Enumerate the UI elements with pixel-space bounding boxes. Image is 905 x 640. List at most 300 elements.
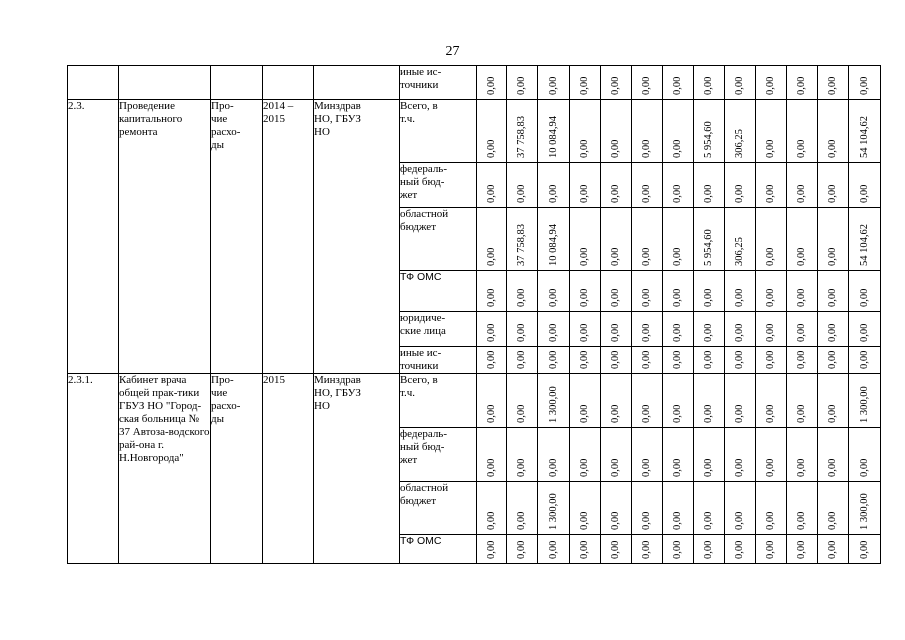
value-text: 0,00	[827, 540, 838, 559]
funding-source-cell: юридиче- ские лица	[400, 312, 477, 347]
value-text: 0,00	[796, 139, 807, 158]
value-text: 0,00	[610, 350, 621, 369]
value-cell	[725, 312, 756, 347]
value-text: 0,00	[703, 323, 714, 342]
item-name-cell: Проведение капитального ремонта	[119, 100, 211, 374]
value-cell	[694, 482, 725, 535]
value-text: 0,00	[765, 350, 776, 369]
value-text: 0,00	[610, 288, 621, 307]
value-text: 0,00	[516, 323, 527, 342]
value-text: 0,00	[858, 540, 870, 559]
value-text: 0,00	[516, 540, 527, 559]
value-cell	[787, 428, 818, 482]
value-cell	[477, 482, 507, 535]
value-cell	[632, 428, 663, 482]
value-cell	[507, 163, 538, 208]
value-cell	[818, 66, 849, 100]
value-cell	[756, 482, 787, 535]
item-number-cell: 2.3.	[68, 100, 119, 374]
value-cell	[601, 66, 632, 100]
value-text: 1 300,00	[547, 386, 559, 423]
value-text: 0,00	[796, 323, 807, 342]
table-row	[68, 100, 881, 163]
value-text: 54 104,62	[858, 224, 870, 266]
value-cell	[694, 347, 725, 374]
value-cell	[694, 208, 725, 271]
value-text: 0,00	[610, 323, 621, 342]
value-text: 0,00	[672, 511, 683, 530]
value-text: 0,00	[516, 288, 527, 307]
value-text: 0,00	[703, 458, 714, 477]
value-text: 0,00	[672, 540, 683, 559]
value-cell	[818, 312, 849, 347]
value-cell	[507, 100, 538, 163]
value-cell	[477, 66, 507, 100]
value-text: 0,00	[516, 76, 527, 95]
value-text: 0,00	[485, 404, 497, 423]
value-text: 0,00	[796, 76, 807, 95]
value-text: 0,00	[734, 458, 745, 477]
value-cell	[632, 66, 663, 100]
value-cell	[725, 66, 756, 100]
value-text: 0,00	[734, 540, 745, 559]
value-cell	[787, 163, 818, 208]
period-cell	[263, 66, 314, 100]
value-text: 0,00	[827, 458, 838, 477]
value-cell	[507, 482, 538, 535]
value-text: 0,00	[734, 288, 745, 307]
value-cell	[632, 163, 663, 208]
value-text: 0,00	[610, 458, 621, 477]
value-cell	[570, 482, 601, 535]
value-cell	[725, 374, 756, 428]
value-text: 0,00	[485, 288, 497, 307]
value-text: 0,00	[765, 323, 776, 342]
value-text: 0,00	[765, 76, 776, 95]
value-cell	[756, 374, 787, 428]
value-cell	[570, 66, 601, 100]
value-cell	[601, 347, 632, 374]
value-text: 0,00	[703, 184, 714, 203]
value-cell	[477, 428, 507, 482]
value-text: 0,00	[827, 76, 838, 95]
value-text: 0,00	[547, 76, 559, 95]
value-cell	[849, 312, 881, 347]
value-text: 5 954,60	[703, 229, 714, 266]
value-text: 0,00	[579, 288, 590, 307]
value-text: 0,00	[858, 288, 870, 307]
value-text: 0,00	[516, 350, 527, 369]
value-cell	[787, 535, 818, 564]
expense-type-cell	[211, 66, 263, 100]
value-text: 0,00	[610, 540, 621, 559]
value-cell	[663, 312, 694, 347]
value-cell	[818, 428, 849, 482]
value-text: 306,25	[734, 237, 745, 266]
value-text: 0,00	[672, 404, 683, 423]
value-cell	[538, 374, 570, 428]
value-text: 0,00	[579, 247, 590, 266]
executor-cell: Минздрав НО, ГБУЗ НО	[314, 100, 400, 374]
value-text: 0,00	[796, 350, 807, 369]
value-cell	[507, 208, 538, 271]
value-cell	[849, 66, 881, 100]
value-cell	[570, 535, 601, 564]
value-cell	[818, 163, 849, 208]
value-cell	[787, 374, 818, 428]
value-cell	[538, 347, 570, 374]
value-text: 0,00	[703, 540, 714, 559]
value-text: 0,00	[610, 76, 621, 95]
value-text: 10 084,94	[547, 224, 559, 266]
value-cell	[756, 66, 787, 100]
value-text: 0,00	[641, 350, 652, 369]
value-cell	[507, 312, 538, 347]
value-cell	[663, 100, 694, 163]
value-text: 0,00	[734, 350, 745, 369]
value-cell	[601, 163, 632, 208]
value-cell	[725, 347, 756, 374]
value-cell	[507, 374, 538, 428]
value-text: 0,00	[796, 511, 807, 530]
value-text: 0,00	[579, 350, 590, 369]
value-cell	[601, 100, 632, 163]
value-cell	[632, 271, 663, 312]
value-text: 0,00	[485, 247, 497, 266]
value-cell	[507, 535, 538, 564]
funding-source-cell: Всего, в т.ч.	[400, 100, 477, 163]
value-text: 0,00	[796, 184, 807, 203]
value-text: 0,00	[827, 184, 838, 203]
value-cell	[818, 208, 849, 271]
value-cell	[818, 347, 849, 374]
value-cell	[570, 312, 601, 347]
value-text: 0,00	[579, 139, 590, 158]
value-text: 0,00	[641, 76, 652, 95]
value-cell	[570, 208, 601, 271]
value-text: 0,00	[485, 323, 497, 342]
value-text: 0,00	[703, 511, 714, 530]
value-text: 0,00	[485, 458, 497, 477]
value-cell	[477, 535, 507, 564]
value-cell	[507, 66, 538, 100]
value-cell	[787, 312, 818, 347]
value-cell	[570, 271, 601, 312]
value-cell	[694, 374, 725, 428]
period-cell: 2014 – 2015	[263, 100, 314, 374]
value-text: 0,00	[672, 184, 683, 203]
table-row	[68, 66, 881, 100]
value-text: 0,00	[485, 139, 497, 158]
value-cell	[756, 208, 787, 271]
value-cell	[507, 347, 538, 374]
value-text: 0,00	[485, 76, 497, 95]
value-text: 0,00	[610, 511, 621, 530]
value-cell	[601, 312, 632, 347]
value-cell	[787, 482, 818, 535]
value-text: 0,00	[641, 458, 652, 477]
value-cell	[570, 163, 601, 208]
value-text: 0,00	[579, 404, 590, 423]
value-cell	[756, 100, 787, 163]
funding-source-cell: иные ис- точники	[400, 66, 477, 100]
value-text: 0,00	[765, 288, 776, 307]
value-cell	[787, 347, 818, 374]
value-cell	[632, 208, 663, 271]
value-text: 0,00	[858, 350, 870, 369]
value-text: 0,00	[672, 323, 683, 342]
value-cell	[538, 271, 570, 312]
value-cell	[477, 312, 507, 347]
value-cell	[849, 163, 881, 208]
value-text: 0,00	[547, 288, 559, 307]
value-cell	[632, 347, 663, 374]
value-cell	[477, 271, 507, 312]
value-cell	[818, 100, 849, 163]
value-text: 0,00	[796, 247, 807, 266]
value-cell	[663, 66, 694, 100]
value-cell	[538, 482, 570, 535]
value-cell	[818, 374, 849, 428]
value-text: 0,00	[641, 540, 652, 559]
value-cell	[570, 347, 601, 374]
value-text: 0,00	[547, 323, 559, 342]
value-text: 37 758,83	[516, 116, 527, 158]
value-text: 0,00	[734, 404, 745, 423]
value-cell	[849, 482, 881, 535]
value-text: 0,00	[579, 323, 590, 342]
funding-source-cell: областной бюджет	[400, 208, 477, 271]
value-text: 0,00	[485, 350, 497, 369]
funding-source-cell: иные ис- точники	[400, 347, 477, 374]
value-text: 10 084,94	[547, 116, 559, 158]
value-text: 0,00	[734, 323, 745, 342]
value-cell	[663, 347, 694, 374]
value-cell	[632, 482, 663, 535]
item-number-cell	[68, 66, 119, 100]
value-cell	[601, 482, 632, 535]
value-cell	[694, 535, 725, 564]
value-text: 0,00	[610, 404, 621, 423]
value-cell	[663, 535, 694, 564]
value-text: 0,00	[516, 511, 527, 530]
value-cell	[849, 208, 881, 271]
value-text: 0,00	[672, 458, 683, 477]
value-cell	[818, 271, 849, 312]
value-text: 37 758,83	[516, 224, 527, 266]
value-text: 0,00	[796, 458, 807, 477]
value-cell	[538, 208, 570, 271]
funding-source-cell: Всего, в т.ч.	[400, 374, 477, 428]
value-cell	[601, 208, 632, 271]
value-text: 0,00	[610, 139, 621, 158]
value-cell	[725, 428, 756, 482]
value-text: 0,00	[672, 288, 683, 307]
value-text: 0,00	[734, 184, 745, 203]
expense-type-cell: Про- чие расхо- ды	[211, 100, 263, 374]
value-text: 0,00	[827, 511, 838, 530]
value-text: 0,00	[641, 139, 652, 158]
value-text: 0,00	[703, 76, 714, 95]
value-text: 0,00	[485, 540, 497, 559]
value-cell	[694, 428, 725, 482]
value-cell	[477, 374, 507, 428]
value-text: 0,00	[734, 511, 745, 530]
value-cell	[507, 271, 538, 312]
value-text: 5 954,60	[703, 121, 714, 158]
period-cell: 2015	[263, 374, 314, 564]
value-cell	[507, 428, 538, 482]
value-cell	[849, 428, 881, 482]
value-text: 0,00	[858, 184, 870, 203]
value-text: 0,00	[547, 184, 559, 203]
value-text: 0,00	[796, 540, 807, 559]
value-cell	[538, 66, 570, 100]
value-text: 0,00	[641, 323, 652, 342]
value-cell	[787, 100, 818, 163]
value-text: 0,00	[703, 350, 714, 369]
value-text: 0,00	[858, 76, 870, 95]
value-cell	[694, 163, 725, 208]
funding-source-cell: федераль- ный бюд- жет	[400, 428, 477, 482]
value-cell	[570, 428, 601, 482]
value-cell	[538, 163, 570, 208]
value-cell	[538, 535, 570, 564]
value-cell	[477, 163, 507, 208]
value-text: 0,00	[641, 288, 652, 307]
value-cell	[756, 312, 787, 347]
value-text: 0,00	[672, 139, 683, 158]
item-name-cell: Кабинет врача общей прак-тики ГБУЗ НО "Город-ская больница № 37 Автоза-водского рай-она г. Н.Новгорода"	[119, 374, 211, 564]
value-text: 0,00	[579, 458, 590, 477]
value-cell	[849, 100, 881, 163]
value-cell	[477, 100, 507, 163]
value-text: 0,00	[641, 184, 652, 203]
value-cell	[663, 374, 694, 428]
value-cell	[694, 100, 725, 163]
value-cell	[756, 347, 787, 374]
value-text: 54 104,62	[858, 116, 870, 158]
value-cell	[538, 312, 570, 347]
value-text: 0,00	[641, 404, 652, 423]
value-cell	[477, 347, 507, 374]
value-text: 0,00	[734, 76, 745, 95]
value-cell	[663, 271, 694, 312]
value-text: 0,00	[547, 540, 559, 559]
value-cell	[663, 482, 694, 535]
page-number: 27	[445, 44, 460, 59]
value-cell	[818, 535, 849, 564]
value-text: 0,00	[827, 288, 838, 307]
value-cell	[632, 535, 663, 564]
value-cell	[601, 374, 632, 428]
value-cell	[694, 312, 725, 347]
value-cell	[725, 208, 756, 271]
value-cell	[477, 208, 507, 271]
value-text: 0,00	[610, 184, 621, 203]
value-cell	[632, 374, 663, 428]
funding-source-cell: областной бюджет	[400, 482, 477, 535]
value-text: 0,00	[516, 404, 527, 423]
value-text: 0,00	[765, 139, 776, 158]
funding-source-cell: ТФ ОМС	[400, 271, 477, 312]
value-cell	[849, 535, 881, 564]
value-cell	[756, 271, 787, 312]
value-text: 0,00	[579, 76, 590, 95]
value-cell	[849, 347, 881, 374]
value-cell	[787, 66, 818, 100]
value-text: 0,00	[703, 288, 714, 307]
value-text: 0,00	[485, 184, 497, 203]
value-text: 0,00	[765, 458, 776, 477]
value-cell	[849, 271, 881, 312]
value-text: 0,00	[796, 404, 807, 423]
value-text: 0,00	[827, 247, 838, 266]
value-cell	[756, 163, 787, 208]
value-text: 0,00	[516, 184, 527, 203]
value-text: 0,00	[765, 404, 776, 423]
value-text: 1 300,00	[547, 493, 559, 530]
value-text: 0,00	[765, 540, 776, 559]
value-cell	[787, 271, 818, 312]
value-text: 0,00	[579, 184, 590, 203]
value-text: 0,00	[672, 76, 683, 95]
value-cell	[756, 428, 787, 482]
value-text: 0,00	[827, 323, 838, 342]
value-text: 0,00	[858, 458, 870, 477]
value-cell	[632, 312, 663, 347]
value-cell	[787, 208, 818, 271]
item-number-cell: 2.3.1.	[68, 374, 119, 564]
value-cell	[725, 100, 756, 163]
budget-table	[67, 65, 881, 564]
value-text: 0,00	[858, 323, 870, 342]
value-cell	[601, 428, 632, 482]
value-cell	[849, 374, 881, 428]
value-text: 0,00	[547, 350, 559, 369]
value-text: 0,00	[579, 511, 590, 530]
value-text: 0,00	[641, 511, 652, 530]
value-cell	[725, 271, 756, 312]
funding-source-cell: федераль- ный бюд- жет	[400, 163, 477, 208]
item-name-cell	[119, 66, 211, 100]
value-cell	[632, 100, 663, 163]
executor-cell	[314, 66, 400, 100]
value-cell	[570, 100, 601, 163]
value-text: 1 300,00	[858, 386, 870, 423]
value-text: 0,00	[516, 458, 527, 477]
value-cell	[601, 535, 632, 564]
value-cell	[725, 163, 756, 208]
value-text: 0,00	[765, 511, 776, 530]
value-text: 0,00	[827, 350, 838, 369]
table-row	[68, 374, 881, 428]
value-text: 0,00	[547, 458, 559, 477]
value-cell	[538, 100, 570, 163]
value-text: 0,00	[765, 184, 776, 203]
value-cell	[694, 66, 725, 100]
value-text: 0,00	[765, 247, 776, 266]
value-cell	[570, 374, 601, 428]
value-text: 0,00	[827, 139, 838, 158]
value-cell	[601, 271, 632, 312]
value-cell	[538, 428, 570, 482]
value-cell	[725, 482, 756, 535]
value-cell	[663, 163, 694, 208]
funding-source-cell: ТФ ОМС	[400, 535, 477, 564]
value-cell	[756, 535, 787, 564]
value-cell	[818, 482, 849, 535]
